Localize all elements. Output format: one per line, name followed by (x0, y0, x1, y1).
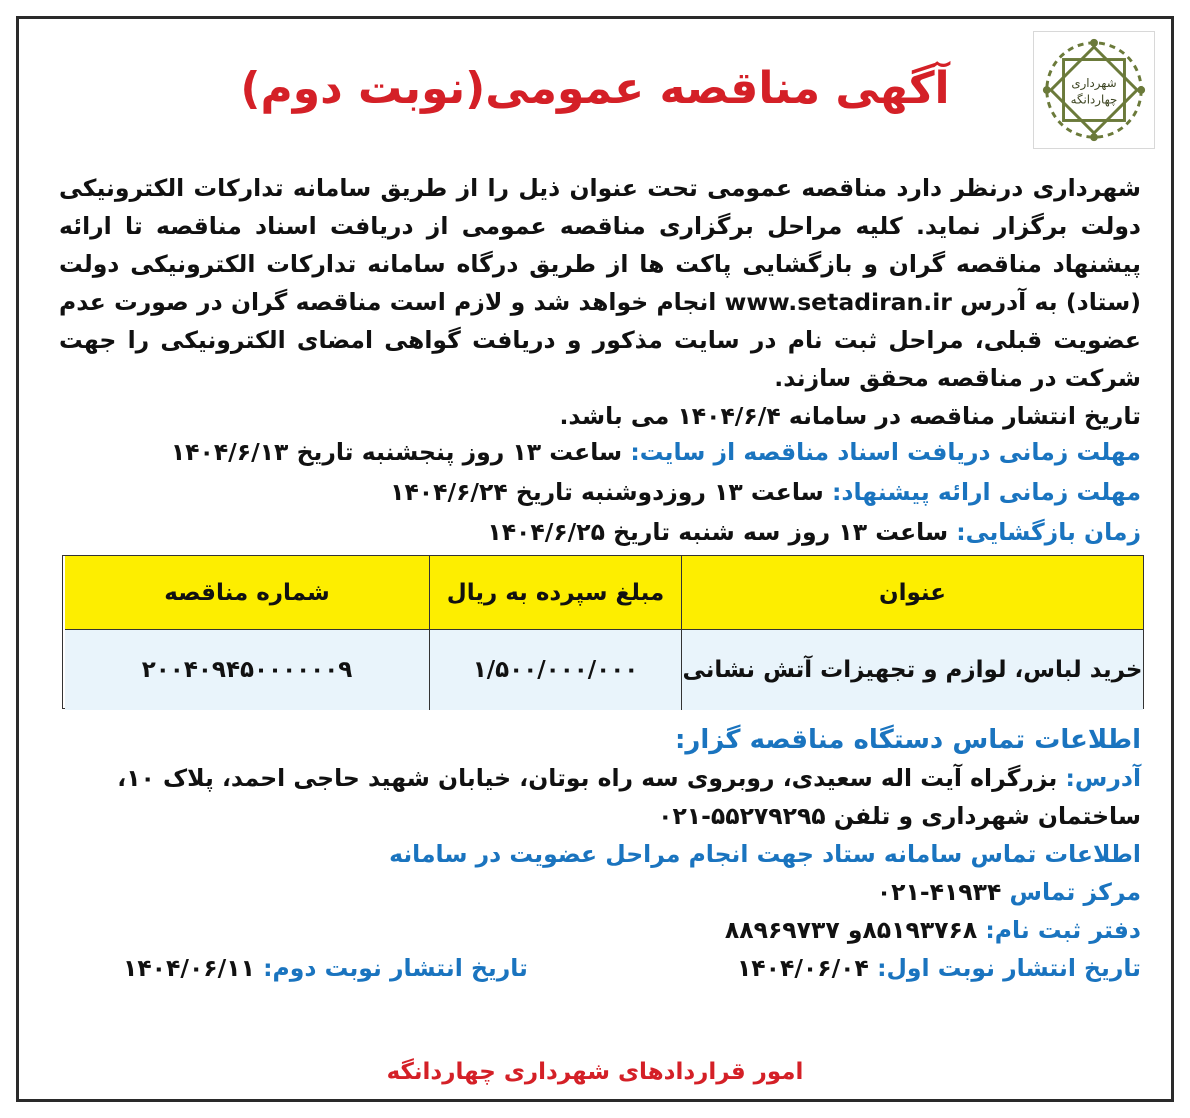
notice-title: آگهی مناقصه عمومی(نوبت دوم) (240, 63, 950, 114)
setad-heading: اطلاعات تماس سامانه ستاد جهت انجام مراحل عضویت در سامانه (389, 840, 1141, 868)
second-publication-label: تاریخ انتشار نوبت دوم: (263, 954, 528, 982)
registration-office-line (53, 911, 1141, 949)
deadline-proposal (79, 472, 1141, 512)
call-center-label: مرکز تماس (1009, 878, 1141, 906)
intro-text-start: شهرداری درنظر دارد مناقصه عمومی تحت عنوان ذیل را از طریق سامانه تدارکات الکترونیکی دولت برگزار نماید. کلیه مراحل برگزاری مناقصه عمومی از دریافت اسناد مناقصه تا ارائه پیشنهاد مناقصه گران و بازگشایی پاکت ها از طریق درگاه سامانه تدارکات الکترونیکی دولت (ستاد) به آدرس (59, 174, 1141, 316)
footer-signature: امور قراردادهای شهرداری چهاردانگه (386, 1059, 804, 1085)
intro-text-end: انجام خواهد شد و لازم است مناقصه گران در صورت عدم عضویت قبلی، مراحل ثبت نام در سایت مذکور و دریافت گواهی امضای الکترونیکی را جهت شرکت در مناقصه محقق سازند. (59, 288, 1141, 392)
contact-info (53, 721, 1141, 987)
deadline-label: مهلت زمانی دریافت اسناد مناقصه از سایت: (630, 438, 1141, 466)
deadline-opening (79, 512, 1141, 552)
call-center-value: ۴۱۹۳۴-۰۲۱ (876, 878, 1010, 906)
logo-text-line1: شهرداری (1071, 76, 1117, 91)
municipality-logo-icon (1034, 32, 1154, 148)
table-cell-deposit: ۱/۵۰۰/۰۰۰/۰۰۰ (429, 630, 681, 710)
deadlines-list (79, 432, 1141, 552)
table-cell-number: ۲۰۰۴۰۹۴۵۰۰۰۰۰۰۹ (65, 630, 429, 710)
tender-table (62, 555, 1144, 709)
first-publication-label: تاریخ انتشار نوبت اول: (877, 954, 1141, 982)
deadline-value: ساعت ۱۳ روز سه شنبه تاریخ ۱۴۰۴/۶/۲۵ (487, 518, 957, 546)
address-value: بزرگراه آیت اله سعیدی، روبروی سه راه بوتان، خیابان شهید حاجی احمد، پلاک ۱۰، ساختمان شهرداری و تلفن ۵۵۲۷۹۲۹۵-۰۲۱ (117, 764, 1141, 830)
deadline-label: مهلت زمانی ارائه پیشنهاد: (831, 478, 1141, 506)
deadline-label: زمان بازگشایی: (956, 518, 1141, 546)
municipality-logo (1033, 31, 1155, 149)
address-label: آدرس: (1065, 764, 1141, 792)
setad-url-link[interactable]: www.setadiran.ir (724, 288, 952, 316)
intro-paragraph (59, 169, 1141, 397)
table-header-number: شماره مناقصه (65, 556, 429, 630)
registration-office-label: دفتر ثبت نام: (985, 916, 1141, 944)
deadline-value: ساعت ۱۳ روزدوشنبه تاریخ ۱۴۰۴/۶/۲۴ (390, 478, 832, 506)
registration-office-value: ۸۵۱۹۳۷۶۸و ۸۸۹۶۹۷۳۷ (724, 916, 986, 944)
address-line (53, 759, 1141, 835)
deadline-documents (79, 432, 1141, 472)
table-header-title: عنوان (681, 556, 1143, 630)
table-header-deposit: مبلغ سپرده به ریال (429, 556, 681, 630)
publication-dates (53, 949, 1141, 987)
deadline-value: ساعت ۱۳ روز پنجشنبه تاریخ ۱۴۰۴/۶/۱۳ (170, 438, 631, 466)
table-cell-title: خرید لباس، لوازم و تجهیزات آتش نشانی (681, 630, 1143, 710)
first-publication-value: ۱۴۰۴/۰۶/۰۴ (736, 954, 878, 982)
call-center-line (53, 873, 1141, 911)
tender-notice (16, 16, 1174, 1102)
second-publication-value: ۱۴۰۴/۰۶/۱۱ (123, 954, 264, 982)
contact-heading: اطلاعات تماس دستگاه مناقصه گزار: (674, 725, 1141, 755)
publish-date-text: تاریخ انتشار مناقصه در سامانه ۱۴۰۴/۶/۴ می باشد. (559, 402, 1141, 430)
logo-text-line2: چهاردانگه (1070, 92, 1118, 107)
first-publication (737, 949, 1141, 987)
second-publication (53, 949, 528, 987)
notice-body (59, 169, 1141, 435)
